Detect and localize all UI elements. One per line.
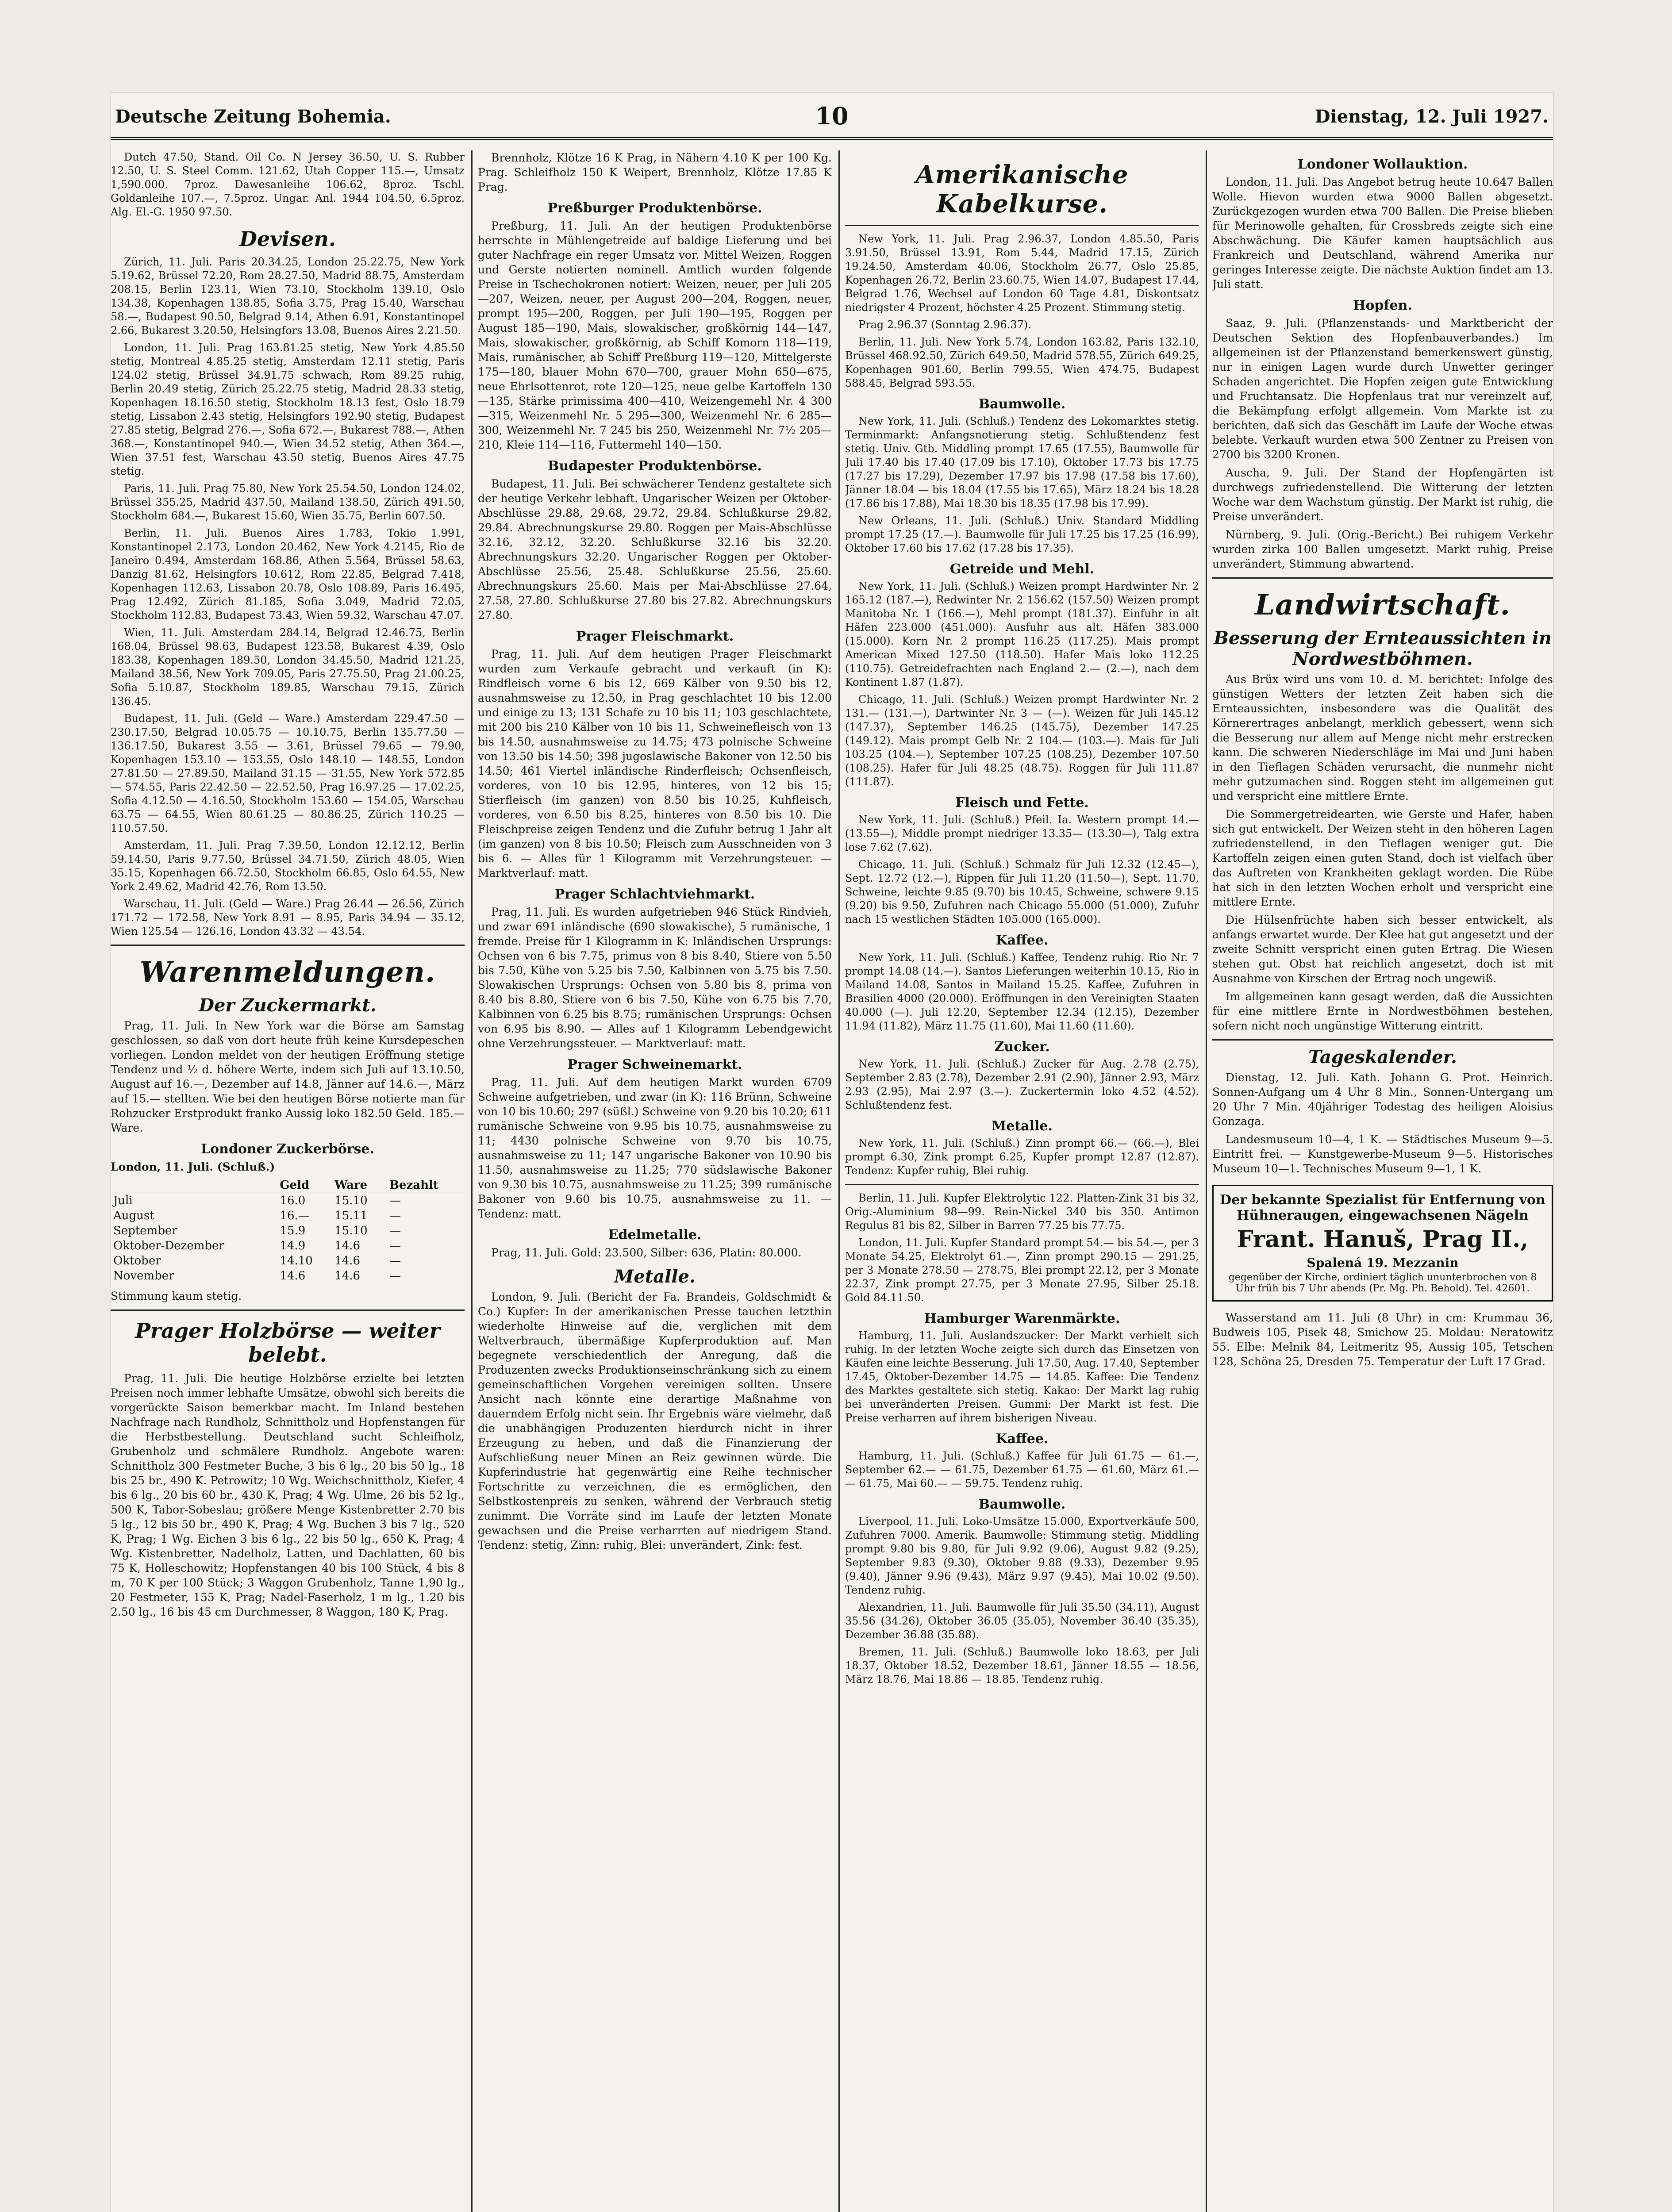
- budapest-heading: Budapester Produktenbörse.: [548, 458, 762, 474]
- section-divider: [1212, 577, 1553, 579]
- table-cell: Oktober-Dezember: [113, 1239, 224, 1252]
- sugar-mood: Stimmung kaum stetig.: [111, 1290, 242, 1302]
- page-header: [111, 102, 1553, 140]
- fleisch-fette-entry: Chicago, 11. Juli. (Schluß.) Schmalz für Juli 12.32 (12.45—), Sept. 12.72 (12.—), Rippen für Juli 11.20 (11.50—), Sept. 11.70, Schweine, leichte 9.85 (9.70) bis 10.45, Schweine, schwere 9.15 (9.20) bis 9.50, Zufuhren nach Chicago 55.000 (51.000), Zufuhr nach 15 westlichen Städten 105.000 (165.000).: [845, 858, 1199, 926]
- hamburg-heading: Hamburger Warenmärkte.: [924, 1311, 1120, 1326]
- table-cell: —: [389, 1194, 401, 1207]
- table-row: [111, 1208, 465, 1223]
- baumwolle-entry: New York, 11. Juli. (Schluß.) Tendenz des Lokomarktes stetig. Terminmarkt: Anfangsnotierung stetig. Schlußtendenz fest stetig. Univ. Gtb. Middling prompt 17.65 (17.55), Baumwolle für Juli 17.40 bis 17.40 (17.09 bis 17.10), Oktober 17.73 bis 17.75 (17.27 bis 17.29), Dezember 17.97 bis 17.98 (17.58 bis 17.60), Jänner 18.04 — bis 18.04 (17.55 bis 17.65), März 18.24 bis 18.28 (17.86 bis 17.88), Mai 18.30 bis 18.35 (17.98 bis 17.99).: [845, 415, 1199, 510]
- table-cell: —: [389, 1254, 401, 1267]
- ad-business-name: Frant. Hanuš, Prag II.,: [1237, 1226, 1529, 1253]
- table-cell: 14.10: [280, 1254, 313, 1267]
- table-cell: —: [389, 1239, 401, 1252]
- ad-address: Spalená 19. Mezzanin: [1307, 1256, 1459, 1270]
- metalle-ny-report: New York, 11. Juli. (Schluß.) Zinn prompt 66.— (66.—), Blei prompt 6.30, Zink prompt 6.25, Kupfer prompt 12.87 (12.87). Tendenz: Kupfer ruhig, Blei ruhig.: [845, 1137, 1199, 1177]
- zucker-heading: Zucker.: [994, 1039, 1050, 1055]
- wasserstand-report: Wasserstand am 11. Juli (8 Uhr) in cm: Krummau 36, Budweis 105, Pisek 48, Smichow 25. Moldau: Neratowitz 55. Elbe: Melnik 84, Leitmeritz 95, Aussig 105, Tetschen 128, Schöna 25, Dresden 75. Temperatur der Luft 17 Grad.: [1212, 1311, 1553, 1368]
- column-header: Ware: [332, 1178, 387, 1193]
- newspaper-page: [111, 93, 1553, 2212]
- hopfen-heading: Hopfen.: [1353, 298, 1412, 313]
- getreide-entry: New York, 11. Juli. (Schluß.) Weizen prompt Hardwinter Nr. 2 165.12 (187.—), Redwinter Nr. 2 156.62 (157.50) Weizen prompt Manitoba Nr. 1 (166.—), Mehl prompt (181.37). Einfuhr in alt Häfen 223.000 (451.000). Ausfuhr aus alt. Häfen 383.000 (15.000). Korn Nr. 2 prompt 116.25 (117.25). Mais prompt American Mixed 127.50 (118.50). Hafer Mais loko 112.25 (110.75). Getreidefrachten nach England 2.— (2.—), nach dem Kontinent 1.87 (1.87).: [845, 580, 1199, 688]
- table-cell: 16.—: [280, 1209, 310, 1222]
- devisen-list: [111, 255, 465, 938]
- schweinemarkt-heading: Prager Schweinemarkt.: [567, 1057, 742, 1072]
- tageskalender-heading: Tageskalender.: [1308, 1047, 1457, 1068]
- ad-line: Hühneraugen, eingewachsenen Nägeln: [1237, 1208, 1529, 1223]
- landwirtschaft-paragraph: Im allgemeinen kann gesagt werden, daß die Aussichten für eine mittlere Ernte in Nordwestböhmen bestehen, sofern nicht noch ungünstige Witterung eintritt.: [1212, 990, 1553, 1032]
- hamburg-kaffee-heading: Kaffee.: [996, 1431, 1049, 1447]
- table-cell: Juli: [113, 1194, 133, 1207]
- advertisement-box: [1212, 1185, 1553, 1302]
- kaffee-report: New York, 11. Juli. (Schluß.) Kaffee, Tendenz ruhig. Rio Nr. 7 prompt 14.08 (14.—). Santos Lieferungen weiterhin 10.15, Rio in Mailand 14.08, Santos in Mailand 15.25. Kaffee, Zufuhren in Brasilien 4000 (20.000). Eröffnungen in den Vereinigten Staaten 40.000 (—). Juli 12.20, September 12.34 (12.15), Dezember 11.94 (11.82), März 11.75 (11.60), Mai 11.60 (11.60).: [845, 951, 1199, 1032]
- table-cell: 14.6: [334, 1239, 361, 1252]
- landwirtschaft-paragraph: Die Sommergetreidearten, wie Gerste und Hafer, haben sich gut entwickelt. Der Weizen steht in den höheren Lagen zufriedenstellend, in den Tieflagen weniger gut. Die Kartoffeln zeigen einen guten Stand, doch ist vielfach über das Auftreten von Krankheiten geklagt worden. Die Rübe hat sich in den letzten Wochen erholt und verspricht eine mittlere Ernte.: [1212, 808, 1553, 908]
- table-cell: September: [113, 1224, 177, 1237]
- berlin-metalle-report: Berlin, 11. Juli. Kupfer Elektrolytic 122. Platten-Zink 31 bis 32, Orig.-Aluminium 98—99. Rein-Nickel 340 bis 350. Antimon Regulus 81 bis 82, Silber in Barren 77.25 bis 77.75.: [845, 1192, 1199, 1232]
- page-number: 10: [815, 102, 849, 130]
- devisen-entry: Paris, 11. Juli. Prag 75.80, New York 25.54.50, London 124.02, Brüssel 355.25, Madrid 437.50, Mailand 138.50, Zürich 491.50, Stockholm 684.—, Bukarest 15.60, Wien 35.75, Berlin 607.50.: [111, 482, 465, 522]
- devisen-entry: Berlin, 11. Juli. Buenos Aires 1.783, Tokio 1.991, Konstantinopel 2.173, London 20.462, New York 4.2145, Rio de Janeiro 0.494, Amsterdam 168.86, Athen 5.564, Brüssel 58.63, Danzig 81.62, Helsingfors 10.612, Rom 22.85, Belgrad 7.418, Kopenhagen 112.63, Lissabon 20.78, Oslo 108.89, Paris 16.495, Prag 12.492, Zürich 81.185, Sofia 3.049, Madrid 72.05, Stockholm 112.83, Budapest 73.43, Wien 59.32, Warschau 47.07.: [111, 527, 465, 622]
- devisen-entry: Amsterdam, 11. Juli. Prag 7.39.50, London 12.12.12, Berlin 59.14.50, Paris 9.77.50, Brüssel 34.71.50, Zürich 48.05, Wien 35.15, Kopenhagen 66.72.50, Stockholm 66.85, Oslo 64.55, New York 2.49.62, Madrid 42.76, Rom 13.50.: [111, 839, 465, 893]
- sugar-price-table: [111, 1178, 465, 1283]
- fleischmarkt-report: Prag, 11. Juli. Auf dem heutigen Prager Fleischmarkt wurden zum Verkaufe gebracht und verkauft (in K): Rindfleisch vorne 6 bis 12, 669 Kälber von 9.50 bis 12, ausnahmsweise zu 12.50, in Prag geschlachtet 10 bis 12.00 und einige zu 13; 131 Schafe zu 10 bis 11; 103 geschlachtete, mit 200 bis 210 Kälber von 10 bis 11, Schweinefleisch von 13 bis 14.50, ausnahmsweise zu 14.75; 473 polnische Schweine von 13.50 bis 14.50; 398 jugoslawische Bakoner von 12.50 bis 14.50; 461 Viertel inländische Rinderfleisch; Ochsenfleisch, vorderes, von 10 bis 12.95, hinteres, von 12 bis 15; Stierfleisch (im ganzen) von 8.50 bis 10.25, Kuhfleisch, vorderes, von 6.50 bis 8.25, hinteres von 8.50 bis 10. Die Fleischpreise zeigen Tendenz und die Zufuhr betrug 1 Jahr alt (im ganzen) von 8 bis 10.50; Fleisch zum Ausschneiden von 3 bis 6. — Alles für 1 Kilogramm mit Verzehrungsteuer. — Marktverlauf: matt.: [478, 648, 832, 879]
- zuckermarkt-report: Prag, 11. Juli. In New York war die Börse am Samstag geschlossen, so daß von dort heute früh keine Kursdepeschen vorliegen. London meldet von der heutigen Eröffnung stetige Tendenz und ½ d. höhere Werte, indem sich Juli auf 13.10.50, August auf 16.—, Dezember auf 14.8, Jänner auf 14.6.—, März auf 15.— stellten. Wie bei den heutigen Börse notierte man für Rohzucker Erstprodukt franko Aussig loko 182.50 Geld. 185.— Ware.: [111, 1019, 465, 1134]
- budapest-report: Budapest, 11. Juli. Bei schwächerer Tendenz gestaltete sich der heutige Verkehr lebhaft. Ungarischer Weizen per Oktober-Abschlüsse 29.88, 29.68, 29.72, 29.84. Schlußkurse 29.82, 29.84. Abrechnungskurse 29.80. Roggen per Mais-Abschlüsse 32.16, 32.12, 32.20. Schlußkurse 32.16 bis 32.20. Abrechnungskurs 32.20. Ungarischer Roggen per Oktober-Abschlüsse 25.56, 25.48. Schlußkurse 25.56, 25.60. Abrechnungskurs 25.60. Mais per Mai-Abschlüsse 27.64, 27.58, 27.80. Schlußkurse 27.80 bis 27.82. Abrechnungskurs 27.80.: [478, 477, 832, 622]
- hopfen-entry: Auscha, 9. Juli. Der Stand der Hopfengärten ist durchwegs zufriedenstellend. Die Witterung der letzten Woche war dem Wachstum günstig. Der Markt ist ruhig, die Preise unverändert.: [1212, 466, 1553, 523]
- liverpool-heading: Baumwolle.: [978, 1497, 1066, 1512]
- table-row: [111, 1268, 465, 1283]
- table-row: [111, 1238, 465, 1253]
- baumwolle-entry: New Orleans, 11. Juli. (Schluß.) Univ. Standard Middling prompt 17.25 (17.—). Baumwolle für Juli 17.25 bis 17.25 (16.99), Oktober 17.60 bis 17.62 (17.28 bis 17.35).: [845, 515, 1199, 554]
- section-divider: [111, 945, 465, 946]
- devisen-entry: Wien, 11. Juli. Amsterdam 284.14, Belgrad 12.46.75, Berlin 168.04, Brüssel 98.63, Budapest 123.58, Bukarest 4.39, Oslo 183.38, Kopenhagen 189.50, London 34.45.50, Madrid 121.25, Mailand 38.56, New York 709.05, Paris 27.75.50, Prag 21.00.25, Sofia 5.10.87, Stockholm 189.85, Warschau 79.15, Zürich 136.45.: [111, 626, 465, 707]
- table-cell: 14.6: [334, 1269, 361, 1283]
- kabelkurse-entry: New York, 11. Juli. Prag 2.96.37, London 4.85.50, Paris 3.91.50, Brüssel 13.91, Rom 5.44, Madrid 17.15, Zürich 19.24.50, Amsterdam 40.06, Stockholm 26.77, Oslo 25.85, Kopenhagen 26.72, Berlin 23.60.75, Wien 14.07, Budapest 17.44, Belgrad 1.76, Wechsel auf London 60 Tage 4.81, Diskontsatz niedrigster 4 Prozent, höchster 4.25 Prozent. Stimmung stetig.: [845, 233, 1199, 314]
- issue-date: Dienstag, 12. Juli 1927.: [1315, 106, 1549, 127]
- ad-line: Der bekannte Spezialist für Entfernung von: [1220, 1192, 1545, 1208]
- londoner-zuckerboerse-heading: Londoner Zuckerbörse.: [201, 1141, 374, 1157]
- tageskalender-entry: Landesmuseum 10—4, 1 K. — Städtisches Museum 9—5. Eintritt frei. — Kunstgewerbe-Museum 9—5. Historisches Museum 10—1. Technisches Museum 9—1, 1 K.: [1212, 1133, 1553, 1175]
- wollauktion-heading: Londoner Wollauktion.: [1297, 157, 1468, 172]
- newspaper-name: Deutsche Zeitung Bohemia.: [115, 106, 391, 127]
- section-divider: [845, 225, 1199, 226]
- devisen-entry: Budapest, 11. Juli. (Geld — Ware.) Amsterdam 229.47.50 — 230.17.50, Belgrad 10.05.75 — 10.10.75, Berlin 135.77.50 — 136.17.50, Bukarest 3.55 — 3.61, Brüssel 79.65 — 79.90, Kopenhagen 153.10 — 153.55, Oslo 148.10 — 148.55, London 27.81.50 — 27.89.50, Mailand 31.15 — 31.55, New York 572.85 — 574.55, Paris 22.42.50 — 22.52.50, Prag 16.97.25 — 17.02.25, Sofia 4.12.50 — 4.16.50, Stockholm 153.60 — 154.05, Warschau 63.75 — 64.55, Wien 80.61.25 — 80.86.25, Zürich 110.25 — 110.57.50.: [111, 712, 465, 834]
- table-cell: 14.9: [280, 1239, 306, 1252]
- table-cell: —: [389, 1269, 401, 1283]
- table-cell: —: [389, 1224, 401, 1237]
- schlachtviehmarkt-report: Prag, 11. Juli. Es wurden aufgetrieben 946 Stück Rindvieh, und zwar 691 inländische (690 slowakische), 5 rumänische, 1 fremde. Preise für 1 Kilogramm in K: Inländischen Ursprungs: Ochsen von 6 bis 7.75, primus von 8 bis 8.40, Stiere von 5.50 bis 7.50, Kühe von 5.25 bis 7.50, Kalbinnen von 5.75 bis 7.50. Slowakischen Ursprungs: Ochsen von 5.80 bis 8, prima von 8.40 bis 8.80, Stiere von 6 bis 7.50, Kühe von 6.75 bis 7.70, Kalbinnen von 6.25 bis 8.75; rumänischen Ursprungs: Ochsen von 6.95 bis 8.90. — Alles auf 1 Kilogramm Lebendgewicht ohne Verzehrungssteuer. — Marktverlauf: matt.: [478, 906, 832, 1050]
- devisen-entry: Warschau, 11. Juli. (Geld — Ware.) Prag 26.44 — 26.56, Zürich 171.72 — 172.58, New York 8.91 — 8.95, Paris 34.94 — 35.12, Wien 125.54 — 126.16, London 43.32 — 43.54.: [111, 898, 465, 937]
- column-rule: [471, 150, 473, 2212]
- column-header: Bezahlt: [387, 1178, 465, 1193]
- table-cell: August: [113, 1209, 154, 1222]
- table-header-row: [111, 1178, 465, 1193]
- column-4: [1212, 150, 1553, 2212]
- pressburg-report: Preßburg, 11. Juli. An der heutigen Produktenbörse herrschte in Mühlengetreide auf baldige Lieferung und bei guter Nachfrage ein reger Umsatz vor. Mittel Weizen, Roggen und Gerste notierten nominell. Amtlich wurden folgende Preise in Tschechokronen notiert: Weizen, neuer, per Juli 205—207, Weizen, neuer, per August 200—204, Roggen, neuer, prompt 195—200, Roggen, per Juli 190—195, Roggen per August 185—190, Mais, slowakischer, großkörnig 144—147, Mais, slowakischer, großkörnig, ab Schiff Komorn 118—119, Mais, rumänischer, ab Schiff Preßburg 119—120, Mittelgerste 175—180, blauer Mohn 670—700, grauer Mohn 650—675, neue Ehrlsottenrot, rote 120—125, neue gelbe Kartoffeln 130—135, Stärke primissima 400—410, Weizengemehl Nr. 4 300—315, Weizenmehl Nr. 5 295—300, Weizenmehl Nr. 6 285—300, Weizenmehl Nr. 7 245 bis 250, Weizenmehl Nr. 7½ 205—210, Kleie 114—116, Futtermehl 140—150.: [478, 219, 832, 451]
- table-cell: Oktober: [113, 1254, 161, 1267]
- edelmetalle-report: Prag, 11. Juli. Gold: 23.500, Silber: 636, Platin: 80.000.: [491, 1246, 802, 1259]
- devisen-entry: London, 11. Juli. Prag 163.81.25 stetig, New York 4.85.50 stetig, Montreal 4.85.25 stetig, Amsterdam 12.11 stetig, Paris 124.02 stetig, Brüssel 34.91.75 schwach, Rom 89.25 ruhig, Berlin 20.49 stetig, Zürich 25.22.75 stetig, Madrid 28.33 stetig, Kopenhagen 18.16.50 stetig, Stockholm 18.13 fest, Oslo 18.79 stetig, Lissabon 2.43 stetig, Helsingfors 192.90 stetig, Budapest 27.85 stetig, Belgrad 276.—, Sofia 672.—, Bukarest 788.—, Athen 368.—, Konstantinopel 940.—, Wien 34.52 stetig, Athen 364.—, Wien 37.51 fest, Warschau 43.50 stetig, Buenos Aires 47.75 stetig.: [111, 342, 465, 477]
- liverpool-entry: Bremen, 11. Juli. (Schluß.) Baumwolle loko 18.63, per Juli 18.37, Oktober 18.52, Dezember 18.61, Jänner 18.55 — 18.56, März 18.76, Mai 18.86 — 18.85. Tendenz ruhig.: [845, 1646, 1199, 1686]
- zucker-report: New York, 11. Juli. (Schluß.) Zucker für Aug. 2.78 (2.75), September 2.83 (2.78), Dezember 2.91 (2.90), Jänner 2.93, März 2.93 (2.95), Mai 2.97 (3.—). Zuckertermin loko 4.52 (4.52). Schlußtendenz fest.: [845, 1058, 1199, 1111]
- table-cell: November: [113, 1269, 174, 1283]
- london-metalle-report: London, 11. Juli. Kupfer Standard prompt 54.— bis 54.—, per 3 Monate 54.25, Elektrolyt 61.—, Zinn prompt 290.15 — 291.25, per 3 Monate 278.50 — 278.75, Blei prompt 22.12, per 3 Monate 22.37, Zink prompt 27.75, per 3 Monate 27.95, Silber 25.18. Gold 84.11.50.: [845, 1237, 1199, 1304]
- ad-note: gegenüber der Kirche, ordiniert täglich ununterbrochen von 8 Uhr früh bis 7 Uhr abends (Pr. Mg. Ph. Behold). Tel. 42601.: [1228, 1272, 1537, 1294]
- table-cell: 15.10: [334, 1224, 368, 1237]
- table-row: [111, 1193, 465, 1209]
- column-1: [111, 150, 465, 2212]
- wollauktion-report: London, 11. Juli. Das Angebot betrug heute 10.647 Ballen Wolle. Hievon wurden etwa 9000 Ballen abgesetzt. Zurückgezogen wurden etwa 700 Ballen. Die Preise blieben für Merinowolle gehalten, für Crossbreds zeigte sich eine Abschwächung. Die Käufer kamen hauptsächlich aus Frankreich und Deutschland, während Amerika nur geringes Interesse zeigte. Die nächste Auktion findet am 13. Juli statt.: [1212, 176, 1553, 291]
- schlachtviehmarkt-heading: Prager Schlachtviehmarkt.: [554, 887, 755, 902]
- metalle-ny-heading: Metalle.: [992, 1118, 1053, 1134]
- devisen-heading: Devisen.: [239, 227, 336, 251]
- kabelkurse-entry: Berlin, 11. Juli. New York 5.74, London 163.82, Paris 132.10, Brüssel 468.92.50, Zürich 649.50, Madrid 578.55, Zürich 649.25, Kopenhagen 901.60, Berlin 799.55, Wien 474.75, Budapest 588.45, Belgrad 593.55.: [845, 336, 1199, 389]
- hamburg-report: Hamburg, 11. Juli. Auslandszucker: Der Markt verhielt sich ruhig. In der letzten Woche zeigte sich durch das Einsetzen von Käufen eine leichte Besserung. Juli 17.50, Aug. 17.40, September 17.45, Oktober-Dezember 14.75 — 14.85. Kaffee: Die Tendenz des Marktes gestaltete sich stetig. Kakao: Der Markt lag ruhig bei unveränderten Preisen. Gummi: Der Markt ist fest. Die Preise verharren auf ihrem bisherigen Niveau.: [845, 1329, 1199, 1424]
- hamburg-kaffee-report: Hamburg, 11. Juli. (Schluß.) Kaffee für Juli 61.75 — 61.—, September 62.— — 61.75, Dezember 61.75 — 61.60, März 61.— — 61.75, Mai 60.— — 59.75. Tendenz ruhig.: [845, 1450, 1199, 1490]
- hopfen-entry: Saaz, 9. Juli. (Pflanzenstands- und Marktbericht der Deutschen Sektion des Hopfenbauverbandes.) Im allgemeinen ist der Pflanzenstand bemerkenswert günstig, nur in einigen Lagen wurde durch Unwetter geringer Schaden angerichtet. Die Hopfen zeigen gute Entwicklung und Fruchtansatz. Die Hopfenlaus trat nur vereinzelt auf, die Bekämpfung erfolgt allgemein. Vom Markte ist zu berichten, daß sich das Geschäft im Laufe der Woche etwas belebte. Verkauft wurden etwa 500 Zentner zu Preisen von 2700 bis 3200 Kronen.: [1212, 317, 1553, 461]
- metalle-report: London, 9. Juli. (Bericht der Fa. Brandeis, Goldschmidt & Co.) Kupfer: In der amerikanischen Presse tauchen letzthin wiederholte Hinweise auf die, verglichen mit dem Weltverbrauch, übermäßige Kupferproduktion auf. Man begegnete verschiedentlich der Anregung, daß die Produzenten zwecks Produktionseinschränkung sich zu einem gemeinschaftlichen Vorgehen vereinigen sollten. Unsere Ansicht nach könnte eine derartige Maßnahme von dauerndem Erfolg nicht sein. Ihr Ergebnis wäre vielmehr, daß die unabhängigen Produzenten hierdurch nicht in ihrer Erzeugung zu heben, und daß die Finanzierung der Aufschließung neuer Minen an Reiz gewinnen würde. Die Kupferindustrie hat gegenwärtig eine Reihe technischer Fortschritte zu verzeichnen, die es ermöglichen, den Selbstkostenpreis zu senken, während der Verbrauch stetig zunimmt. Die Vorräte sind im Laufe der letzten Monate gewachsen und die Preise verharrten auf niedrigem Stand. Tendenz: stetig, Zinn: ruhig, Blei: unverändert, Zink: fest.: [478, 1290, 832, 1551]
- section-divider: [1212, 1039, 1553, 1041]
- table-cell: 14.6: [334, 1254, 361, 1267]
- warenmeldungen-heading: Warenmeldungen.: [139, 956, 436, 989]
- tageskalender-entry: Dienstag, 12. Juli. Kath. Johann G. Prot. Heinrich. Sonnen-Aufgang um 4 Uhr 8 Min., Sonnen-Untergang um 20 Uhr 7 Min. 40jähriger Todestag des heiligen Aloisius Gonzaga.: [1212, 1071, 1553, 1128]
- getreide-entry: Chicago, 11. Juli. (Schluß.) Weizen prompt Hardwinter Nr. 2 131.— (131.—), Dartwinter Nr. 3 — (—). Weizen für Juli 145.12 (147.37), September 146.25 (145.75), Dezember 147.25 (149.12). Mais prompt Gelb Nr. 2 104.— (103.—). Mais für Juli 103.25 (104.—), September 107.25 (108.25), Dezember 107.50 (108.25). Hafer für Juli 48.25 (48.75). Roggen für Juli 111.87 (111.87).: [845, 693, 1199, 788]
- section-divider: [845, 1184, 1199, 1185]
- landwirtschaft-heading: Landwirtschaft.: [1255, 588, 1511, 622]
- column-3: [845, 150, 1199, 2212]
- holzboerse-report: Prag, 11. Juli. Die heutige Holzbörse erzielte bei letzten Preisen noch immer lebhafte Umsätze, obwohl sich bereits die vorgerückte Saison bemerkbar macht. Im Inland bestehen Nachfrage nach Rundholz, Schnittholz und Hopfenstangen für die Herbstbestellung. Deutschland sucht Schleifholz, Grubenholz und schmälere Rundholz. Angebote waren: Schnittholz 300 Festmeter Buche, 3 bis 6 lg., 20 bis 50 lg., 18 bis 25 br., 490 K. Petrowitz; 10 Wg. Weichschnittholz, Kiefer, 4 bis 6 lg., 20 bis 60 br., 430 K, Prag; 4 Wg. Ulme, 26 bis 52 lg., 500 K, Tabor-Sobeslau; größere Menge Kistenbretter 2.70 bis 5 lg., 12 bis 50 br., 490 K, Prag; 4 Wg. Buchen 3 bis 7 lg., 520 K, Prag; 1 Wg. Eichen 3 bis 6 lg., 22 bis 50 lg., 650 K, Prag; 4 Wg. Kistenbretter, Nadelholz, Latten, und Dachlatten, 60 bis 75 K, Holleschowitz; Hopfenstangen 40 bis 100 Stück, 4 bis 8 m, 70 K per 100 Stück; 3 Waggon Grubenholz, Tanne 1,90 lg., 20 Festmeter, 155 K, Prag; Nadel-Faserholz, 1 m lg., 1.20 bis 2.50 lg., 16 bis 45 cm Durchmesser, 8 Waggon, 180 K, Prag.: [111, 1372, 465, 1618]
- column-rule: [1206, 150, 1207, 2212]
- holzboerse-heading: Prager Holzbörse — weiter belebt.: [135, 1319, 440, 1367]
- table-cell: 15.9: [280, 1224, 306, 1237]
- stock-prices-intro: Dutch 47.50, Stand. Oil Co. N Jersey 36.50, U. S. Rubber 12.50, U. S. Steel Comm. 121.62, Utah Copper 115.—, Umsatz 1,590.000. 7proz. Dawesanleihe 106.62, 8proz. Tschl. Goldanleihe 107.—, 7.5proz. Ungar. Anl. 1944 104.50, 6.5proz. Alg. El.-G. 1950 97.50.: [111, 151, 465, 218]
- table-cell: 15.11: [334, 1209, 368, 1222]
- fleischmarkt-heading: Prager Fleischmarkt.: [576, 629, 734, 644]
- pressburg-heading: Preßburger Produktenbörse.: [547, 200, 762, 216]
- baumwolle-heading: Baumwolle.: [978, 396, 1066, 412]
- devisen-entry: Zürich, 11. Juli. Paris 20.34.25, London 25.22.75, New York 5.19.62, Brüssel 72.20, Rom 28.27.50, Madrid 88.75, Amsterdam 208.15, Berlin 123.11, Wien 73.10, Stockholm 139.10, Oslo 134.38, Kopenhagen 138.85, Sofia 3.75, Prag 15.40, Warschau 58.—, Budapest 90.50, Belgrad 9.14, Athen 6.91, Konstantinopel 2.66, Bukarest 3.20.50, Helsingfors 13.08, Buenos Aires 2.21.50.: [111, 256, 465, 337]
- landwirtschaft-subheading: Besserung der Ernteaussichten in Nordwestböhmen.: [1214, 628, 1552, 669]
- sugar-table-caption: London, 11. Juli. (Schluß.): [111, 1160, 275, 1173]
- column-2: [478, 150, 832, 2212]
- column-header: Geld: [277, 1178, 332, 1193]
- liverpool-entry: Liverpool, 11. Juli. Loko-Umsätze 15.000, Exportverkäufe 500, Zufuhren 7000. Amerik. Baumwolle: Stimmung stetig. Middling prompt 9.80 bis 9.80, für Juli 9.92 (9.06), August 9.82 (9.25), September 9.83 (9.30), Oktober 9.88 (9.33), Dezember 9.95 (9.40), Jänner 9.96 (9.43), März 9.97 (9.45), Mai 10.02 (9.50). Tendenz ruhig.: [845, 1515, 1199, 1596]
- table-cell: —: [389, 1209, 401, 1222]
- zuckermarkt-heading: Der Zuckermarkt.: [199, 995, 377, 1016]
- table-cell: 15.10: [334, 1194, 368, 1207]
- table-cell: 14.6: [280, 1269, 306, 1283]
- kabelkurse-entry: Prag 2.96.37 (Sonntag 2.96.37).: [858, 319, 1031, 331]
- schweinemarkt-report: Prag, 11. Juli. Auf dem heutigen Markt wurden 6709 Schweine aufgetrieben, und zwar (in K): 116 Brünn, Schweine von 10 bis 10.60; 297 (süßl.) Schweine von 9.20 bis 10.20; 611 rumänische Schweine von 9.95 bis 10.75, ausnahmsweise zu 11; 4430 polnische Schweine von 9.70 bis 10.75, ausnahmsweise zu 11; 147 ungarische Bakoner von 10.90 bis 11.50, ausnahmsweise zu 11.25; 770 südslawische Bakoner von 9.30 bis 10.75, ausnahmsweise zu 11.25; 399 rumänische Bakoner von 9.60 bis 10.75, ausnahmsweise zu 11. — Tendenz: matt.: [478, 1076, 832, 1220]
- column-header: [111, 1178, 277, 1193]
- getreide-heading: Getreide und Mehl.: [949, 561, 1095, 577]
- edelmetalle-heading: Edelmetalle.: [608, 1227, 702, 1243]
- landwirtschaft-paragraph: Aus Brüx wird uns vom 10. d. M. berichtet: Infolge des günstigen Wetters der letzten Zeit haben sich die Ernteaussichten, insbesondere was die Qualität des Körnerertrages anbelangt, merklich gebessert, wenn sich die Besserung nur allem auf Menge nicht mehr erstrecken kann. Die schweren Niederschläge im Mai und Juni haben in den Tieflagen Schäden verursacht, die nunmehr nicht mehr gutzumachen sind. Roggen steht im allgemeinen gut und verspricht eine mittlere Ernte.: [1212, 673, 1553, 803]
- table-cell: 16.0: [280, 1194, 306, 1207]
- fleisch-fette-entry: New York, 11. Juli. (Schluß.) Pfeil. Ia. Western prompt 14.— (13.55—), Middle prompt niedriger 13.35— (13.30—), Talg extra lose 7.62 (7.62).: [845, 814, 1199, 853]
- fleisch-fette-heading: Fleisch und Fette.: [955, 795, 1089, 810]
- kaffee-heading: Kaffee.: [996, 933, 1049, 948]
- hopfen-entry: Nürnberg, 9. Juli. (Orig.-Bericht.) Bei ruhigem Verkehr wurden zirka 100 Ballen umgesetzt. Markt ruhig, Preise unverändert, Stimmung abwartend.: [1212, 528, 1553, 570]
- column-rule: [838, 150, 840, 2212]
- section-divider: [111, 1310, 465, 1311]
- kabelkurse-heading: Amerikanische Kabelkurse.: [915, 160, 1129, 219]
- table-row: [111, 1253, 465, 1268]
- landwirtschaft-paragraph: Die Hülsenfrüchte haben sich besser entwickelt, als anfangs erwartet wurde. Der Klee hat gut angesetzt und der zweite Schnitt verspricht einen guten Ertrag. Die Wiesen stehen gut. Obst hat reichlich angesetzt, doch ist mit Ausnahme von Kirschen der Ertrag noch ungewiß.: [1212, 914, 1553, 985]
- metalle-heading: Metalle.: [614, 1266, 696, 1287]
- holz-continuation: Brennholz, Klötze 16 K Prag, in Nähern 4.10 K per 100 Kg. Prag. Schleifholz 150 K Weipert, Brennholz, Klötze 17.85 K Prag.: [478, 151, 832, 193]
- table-row: [111, 1223, 465, 1238]
- liverpool-entry: Alexandrien, 11. Juli. Baumwolle für Juli 35.50 (34.11), August 35.56 (34.26), Oktober 36.05 (35.05), November 36.40 (35.35), Dezember 36.88 (35.88).: [845, 1601, 1199, 1641]
